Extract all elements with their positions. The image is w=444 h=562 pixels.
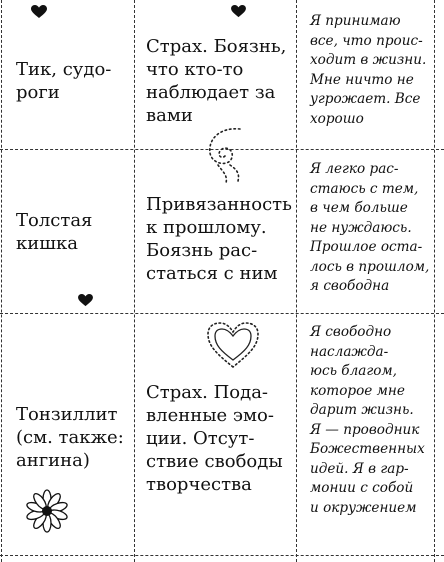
problem-cell: Толстая кишка [16, 210, 93, 254]
cause-cell: Страх. Боязнь, что кто-то наблюдает за вами [146, 36, 287, 126]
column-divider [134, 0, 135, 562]
row-divider [0, 313, 444, 314]
cause-cell: Страх. Пода- вленные эмо- ции. Отсут- ствие свободы творчества [146, 382, 283, 495]
heart-icon [31, 5, 47, 19]
affirmation-cell: Я свободно наслажда- юсь благом, которое мне дарит жизнь. Я — проводник Божественных идей. Я в гар- монии с собой и окружением [310, 324, 425, 516]
affirmation-cell: Я принимаю все, что проис- ходит в жизни. Мне ничто не угрожает. Все хорошо [310, 13, 427, 127]
heart-icon [78, 294, 93, 307]
outline-heart-icon [206, 321, 260, 369]
problem-cell: Тонзиллит (см. также: ангина) [16, 404, 124, 471]
row-divider [0, 555, 444, 556]
column-divider [296, 0, 297, 562]
flower-icon [25, 489, 69, 533]
swirl-icon [200, 125, 248, 185]
cause-cell: Привязанность к прошлому. Боязнь рас- статься с ним [146, 194, 292, 284]
column-divider [1, 0, 2, 562]
heart-icon [231, 5, 246, 18]
problem-cell: Тик, судо- роги [16, 59, 112, 103]
affirmation-cell: Я легко рас- стаюсь с тем, в чем больше не нуждаюсь. Прошлое оста- лось в прошлом, я свободна [310, 161, 430, 294]
